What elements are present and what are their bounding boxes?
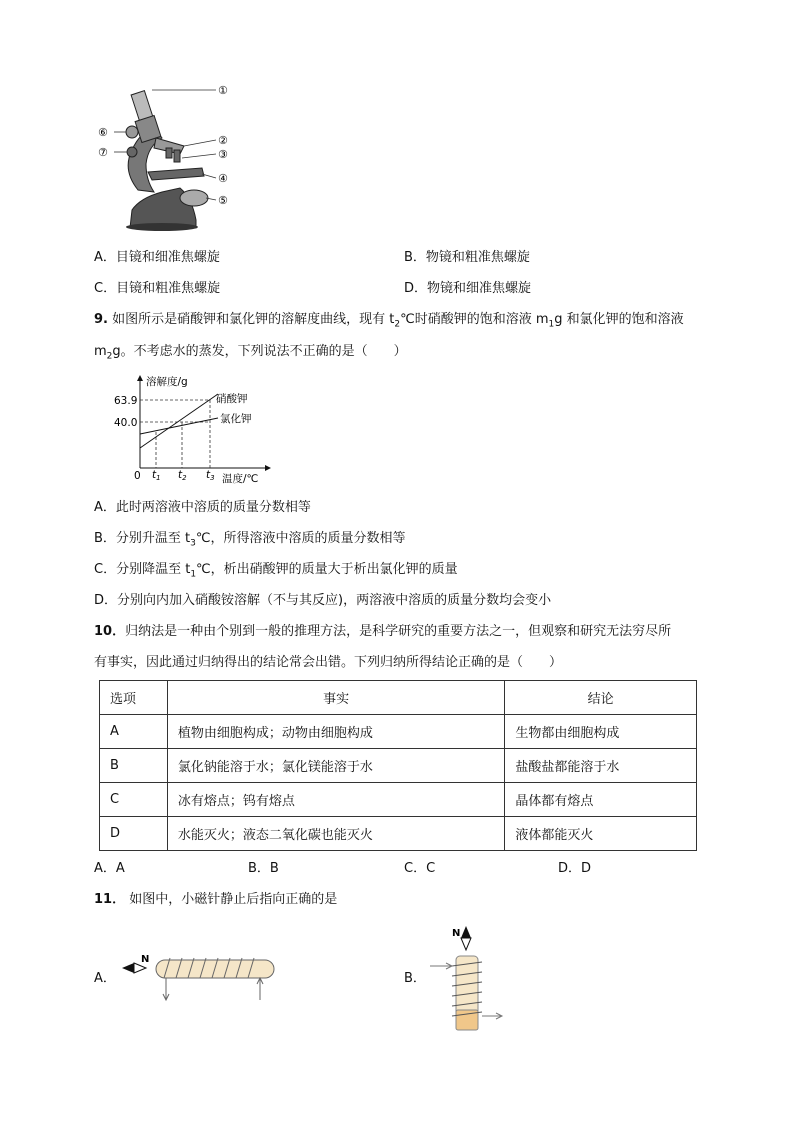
q8-option-b[interactable]: B．物镜和粗准焦螺旋	[404, 250, 530, 265]
table-cell: 生物都由细胞构成	[505, 715, 697, 749]
microscope-label-5: ⑤	[218, 194, 228, 207]
origin-label: 0	[134, 470, 141, 482]
table-header-row	[100, 681, 697, 715]
table-row	[100, 817, 697, 851]
microscope-label-1: ①	[218, 84, 228, 97]
table-cell: 氯化钠能溶于水；氯化镁能溶于水	[167, 749, 504, 783]
x-tick-t2: t2	[178, 469, 187, 482]
microscope-label-6: ⑥	[98, 126, 108, 139]
q11-stem	[94, 890, 337, 910]
q9-stem-sub: 2	[394, 319, 401, 330]
q11-stem-part: 如图中，小磁针静止后指向正确的是	[129, 892, 338, 907]
q9-stem-sub: 2	[106, 351, 113, 362]
q9-stem-part: 如图所示是硝酸钾和氯化钾的溶解度曲线，现有 t	[112, 312, 395, 327]
q9-stem-part: g 和氯化钾的饱和溶液	[554, 312, 684, 327]
table-cell: A	[100, 715, 168, 749]
q9-option-c-part: ℃，析出硝酸钾的质量大于析出氯化钾的质量	[196, 562, 458, 577]
q10-option-b[interactable]: B．B	[248, 861, 279, 876]
q9-option-c-part: C．分别降温至 t	[94, 562, 191, 577]
table-header-cell: 结论	[505, 681, 697, 715]
q11-option-b[interactable]: B．	[404, 971, 426, 986]
q11-number: 11．	[94, 892, 126, 907]
microscope-label-7: ⑦	[98, 146, 108, 159]
table-header-cell: 选项	[100, 681, 168, 715]
q10-table	[99, 680, 697, 851]
table-cell: 液体都能灭火	[505, 817, 697, 851]
q10-option-a[interactable]: A．A	[94, 861, 125, 876]
table-cell: 冰有熔点；钨有熔点	[167, 783, 504, 817]
q9-option-a[interactable]: A．此时两溶液中溶质的质量分数相等	[94, 500, 311, 515]
q8-option-c[interactable]: C．目镜和粗准焦螺旋	[94, 281, 221, 296]
microscope-label-2: ②	[218, 134, 228, 147]
microscope-label-4: ④	[218, 172, 228, 185]
table-row	[100, 783, 697, 817]
table-row	[100, 715, 697, 749]
table-cell: 水能灭火；液态二氧化碳也能灭火	[167, 817, 504, 851]
compass-needle-icon	[122, 963, 134, 973]
q9-stem-part: m	[94, 344, 107, 359]
series-label-kno3: 硝酸钾	[216, 393, 248, 405]
q10-stem-line1	[94, 622, 671, 642]
solubility-chart	[114, 372, 278, 485]
q9-option-c[interactable]	[94, 560, 458, 585]
q9-option-c-sub: 1	[190, 569, 197, 580]
q10-stem-line2: 有事实，因此通过归纳得出的结论常会出错。下列归纳所得结论正确的是（ ）	[94, 655, 563, 670]
q9-stem-sub: 1	[548, 319, 555, 330]
table-row	[100, 749, 697, 783]
q9-number: 9.	[94, 312, 108, 327]
table-cell: 植物由细胞构成；动物由细胞构成	[167, 715, 504, 749]
y-tick-40.0: 40.0	[114, 417, 138, 429]
table-cell: B	[100, 749, 168, 783]
microscope-label-3: ③	[218, 148, 228, 161]
q9-option-d[interactable]: D．分别向内加入硝酸铵溶解（不与其反应)，两溶液中溶质的质量分数均会变小	[94, 593, 552, 608]
x-axis-label: 温度/℃	[222, 473, 259, 485]
y-tick-63.9: 63.9	[114, 395, 138, 407]
q10-option-d[interactable]: D．D	[558, 861, 592, 876]
q10-number: 10．	[94, 624, 126, 639]
y-axis-label: 溶解度/g	[146, 376, 188, 388]
series-kno3	[140, 394, 218, 448]
q8-option-a[interactable]: A．目镜和细准焦螺旋	[94, 250, 220, 265]
q8-option-d[interactable]: D．物镜和细准焦螺旋	[404, 281, 532, 296]
q10-option-c[interactable]: C．C	[404, 861, 436, 876]
compass-needle-icon	[461, 926, 471, 938]
solenoid-vertical-figure	[426, 924, 506, 1034]
q9-option-b-part: ℃，所得溶液中溶质的质量分数相等	[195, 531, 406, 546]
north-pole-label: N	[141, 954, 150, 965]
q9-stem-part: g。不考虑水的蒸发，下列说法不正确的是（ ）	[112, 344, 407, 359]
microscope-figure	[92, 80, 242, 232]
q9-option-b[interactable]	[94, 529, 406, 554]
q9-option-b-part: B．分别升温至 t	[94, 531, 191, 546]
series-label-kcl: 氯化钾	[220, 413, 252, 425]
table-cell: D	[100, 817, 168, 851]
q9-stem-line2	[94, 342, 407, 367]
x-tick-t3: t3	[206, 469, 215, 482]
q9-stem-line1	[94, 310, 684, 335]
north-pole-label: N	[452, 928, 461, 939]
x-tick-t1: t1	[152, 469, 161, 482]
table-cell: 盐酸盐都能溶于水	[505, 749, 697, 783]
table-header-cell: 事实	[167, 681, 504, 715]
q9-option-b-sub: 3	[190, 538, 196, 549]
q10-stem-part: 归纳法是一种由个别到一般的推理方法，是科学研究的重要方法之一，但观察和研究无法穷尽所	[125, 624, 672, 639]
table-cell: C	[100, 783, 168, 817]
table-cell: 晶体都有熔点	[505, 783, 697, 817]
solenoid-horizontal-figure	[118, 948, 282, 1006]
q9-stem-part: ℃时硝酸钾的饱和溶液 m	[400, 312, 549, 327]
q11-option-a[interactable]: A．	[94, 971, 116, 986]
